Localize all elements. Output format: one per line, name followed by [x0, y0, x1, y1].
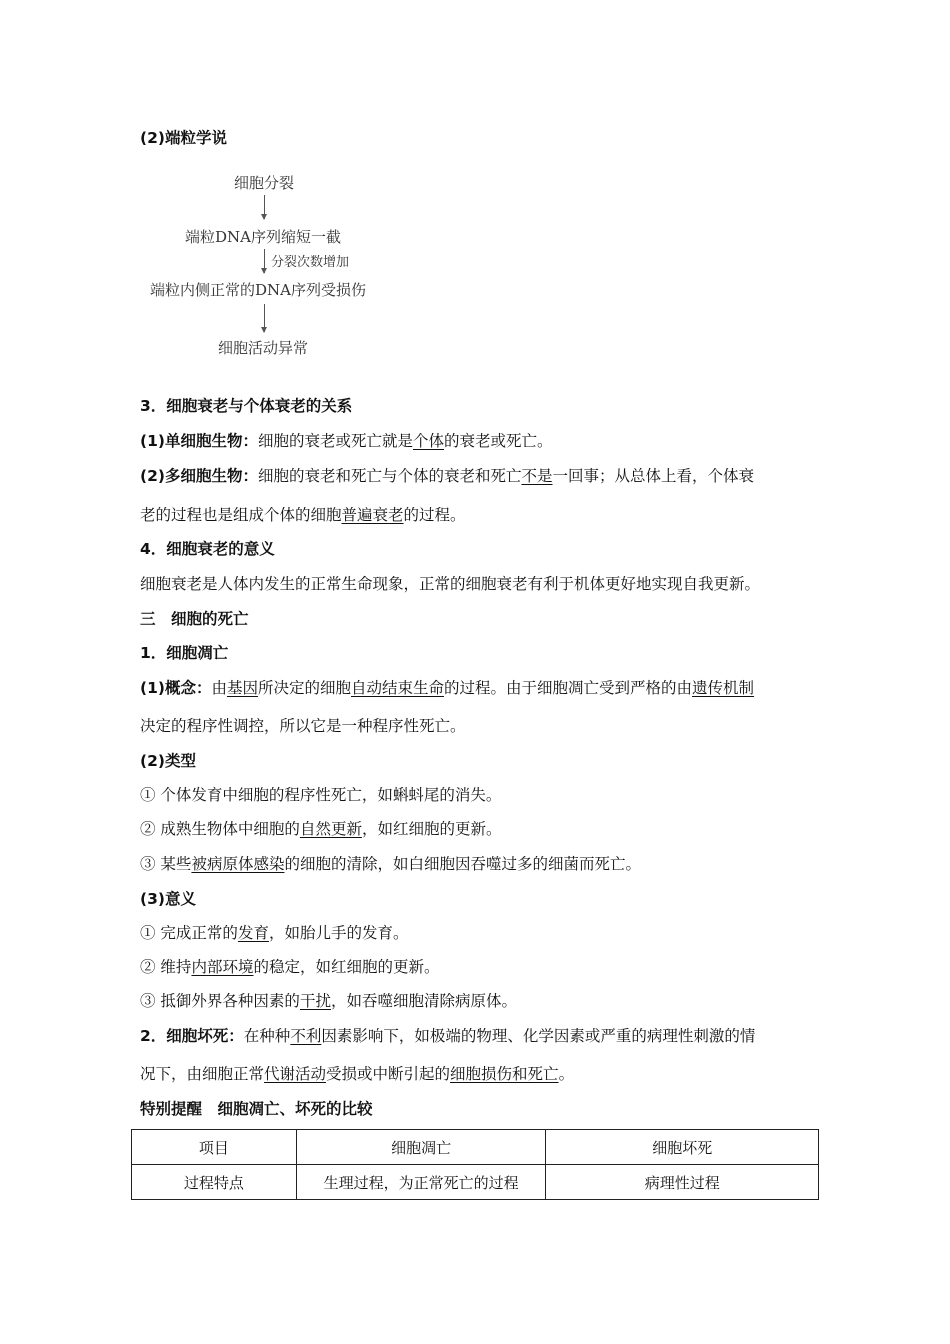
apoptosis-types-title: (2)类型 — [140, 752, 196, 770]
flow-arrow-3 — [264, 304, 265, 332]
part-3-title: 三 细胞的死亡 — [140, 610, 249, 628]
paragraph-unicellular: (1)单细胞生物：细胞的衰老或死亡就是个体的衰老或死亡。 — [140, 432, 553, 450]
apoptosis-concept-cont: 决定的程序性调控，所以它是一种程序性死亡。 — [140, 717, 466, 735]
flow-node-abnormal-activity: 细胞活动异常 — [218, 339, 309, 357]
apoptosis-title: 1．细胞凋亡 — [140, 644, 229, 662]
table-cell: 病理性过程 — [546, 1165, 819, 1200]
special-tip-title: 特别提醒 细胞凋亡、坏死的比较 — [140, 1100, 373, 1118]
apoptosis-meaning-title: (3)意义 — [140, 890, 196, 908]
apoptosis-type-1: ① 个体发育中细胞的程序性死亡，如蝌蚪尾的消失。 — [140, 786, 502, 804]
table-header-cell: 项目 — [132, 1130, 297, 1165]
apoptosis-concept: (1)概念：由基因所决定的细胞自动结束生命的过程。由于细胞凋亡受到严格的由遗传机制 — [140, 679, 755, 697]
comparison-table — [131, 1129, 819, 1200]
flow-node-dna-damage: 端粒内侧正常的DNA序列受损伤 — [150, 281, 366, 299]
paragraph-aging-significance: 细胞衰老是人体内发生的正常生命现象，正常的细胞衰老有利于机体更好地实现自我更新。 — [140, 575, 761, 593]
apoptosis-type-3: ③ 某些被病原体感染的细胞的清除，如白细胞因吞噬过多的细菌而死亡。 — [140, 855, 641, 873]
table-header-row — [132, 1130, 819, 1165]
necrosis-paragraph: 2．细胞坏死：在种种不利因素影响下，如极端的物理、化学因素或严重的病理性刺激的情 — [140, 1027, 756, 1045]
flow-arrow-1 — [264, 195, 265, 219]
flow-node-telomere-shortening: 端粒DNA序列缩短一截 — [185, 228, 341, 246]
table-cell: 过程特点 — [132, 1165, 297, 1200]
paragraph-multicellular: (2)多细胞生物：细胞的衰老和死亡与个体的衰老和死亡不是一回事；从总体上看，个体衰 — [140, 467, 755, 485]
flow-arrow-2 — [264, 249, 265, 273]
paragraph-multicellular-cont: 老的过程也是组成个体的细胞普遍衰老的过程。 — [140, 506, 466, 524]
table-cell: 生理过程，为正常死亡的过程 — [296, 1165, 546, 1200]
table-header-cell: 细胞凋亡 — [296, 1130, 546, 1165]
section-heading-telomere: (2)端粒学说 — [140, 129, 227, 147]
table-row — [132, 1165, 819, 1200]
table-header-cell: 细胞坏死 — [546, 1130, 819, 1165]
apoptosis-meaning-3: ③ 抵御外界各种因素的干扰，如吞噬细胞清除病原体。 — [140, 992, 517, 1010]
flow-node-cell-division: 细胞分裂 — [234, 174, 295, 192]
apoptosis-type-2: ② 成熟生物体中细胞的自然更新，如红细胞的更新。 — [140, 820, 502, 838]
apoptosis-meaning-2: ② 维持内部环境的稳定，如红细胞的更新。 — [140, 958, 440, 976]
flow-edge-label: 分裂次数增加 — [271, 255, 350, 270]
section-4-title: 4．细胞衰老的意义 — [140, 540, 275, 558]
apoptosis-meaning-1: ① 完成正常的发育，如胎儿手的发育。 — [140, 924, 409, 942]
section-3-title: 3．细胞衰老与个体衰老的关系 — [140, 397, 353, 415]
necrosis-paragraph-cont: 况下，由细胞正常代谢活动受损或中断引起的细胞损伤和死亡。 — [140, 1065, 575, 1083]
